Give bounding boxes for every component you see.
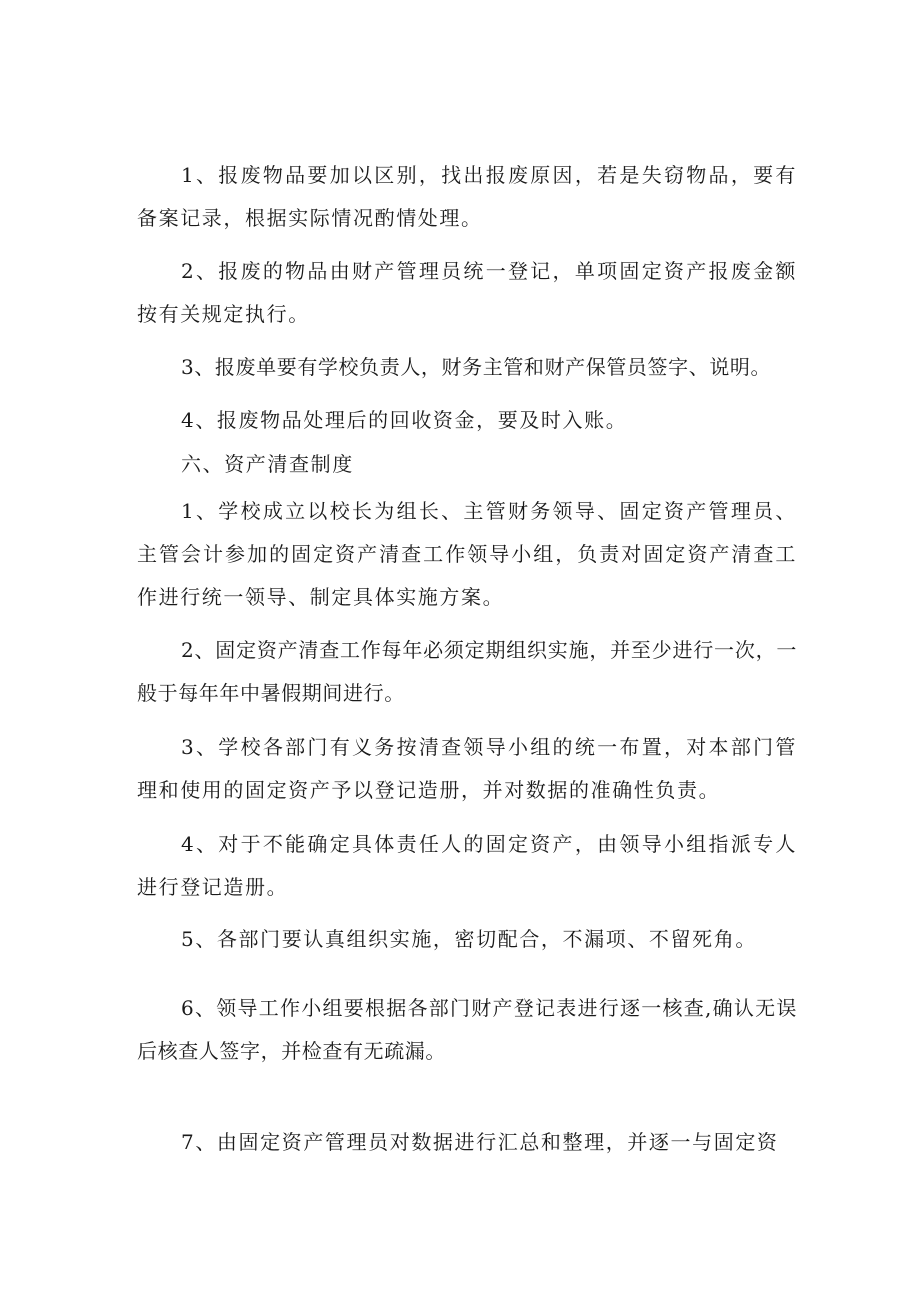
- paragraph-inventory-schedule: 2、固定资产清查工作每年必须定期组织实施，并至少进行一次，一般于每年年中暑假期间进行。: [137, 638, 797, 705]
- paragraph-scrap-register: 2、报废的物品由财产管理员统一登记，单项固定资产报废金额按有关规定执行。: [137, 259, 797, 326]
- paragraph-inventory-implementation: 5、各部门要认真组织实施，密切配合，不漏项、不留死角。: [181, 927, 757, 951]
- paragraph-inventory-departments: 3、学校各部门有义务按清查领导小组的统一布置，对本部门管理和使用的固定资产予以登记造册，并对数据的准确性负责。: [137, 735, 797, 802]
- paragraph-scrap-funds: 4、报废物品处理后的回收资金，要及时入账。: [181, 408, 628, 432]
- paragraph-scrap-distinguish: 1、报废物品要加以区别，找出报废原因，若是失窃物品，要有备案记录，根据实际情况酌情处理。: [137, 163, 797, 230]
- section-heading-asset-inventory: 六、资产清查制度: [181, 452, 354, 476]
- paragraph-inventory-group: 1、学校成立以校长为组长、主管财务领导、固定资产管理员、主管会计参加的固定资产清查工作领导小组，负责对固定资产清查工作进行统一领导、制定具体实施方案。: [137, 499, 797, 609]
- paragraph-inventory-unassigned: 4、对于不能确定具体责任人的固定资产，由领导小组指派专人进行登记造册。: [137, 832, 797, 899]
- paragraph-inventory-verification: 6、领导工作小组要根据各部门财产登记表进行逐一核查,确认无误后核查人签字，并检查有无疏漏。: [137, 996, 797, 1063]
- paragraph-inventory-summary: 7、由固定资产管理员对数据进行汇总和整理，并逐一与固定资: [181, 1130, 779, 1154]
- paragraph-scrap-signature: 3、报废单要有学校负责人，财务主管和财产保管员签字、说明。: [181, 355, 772, 379]
